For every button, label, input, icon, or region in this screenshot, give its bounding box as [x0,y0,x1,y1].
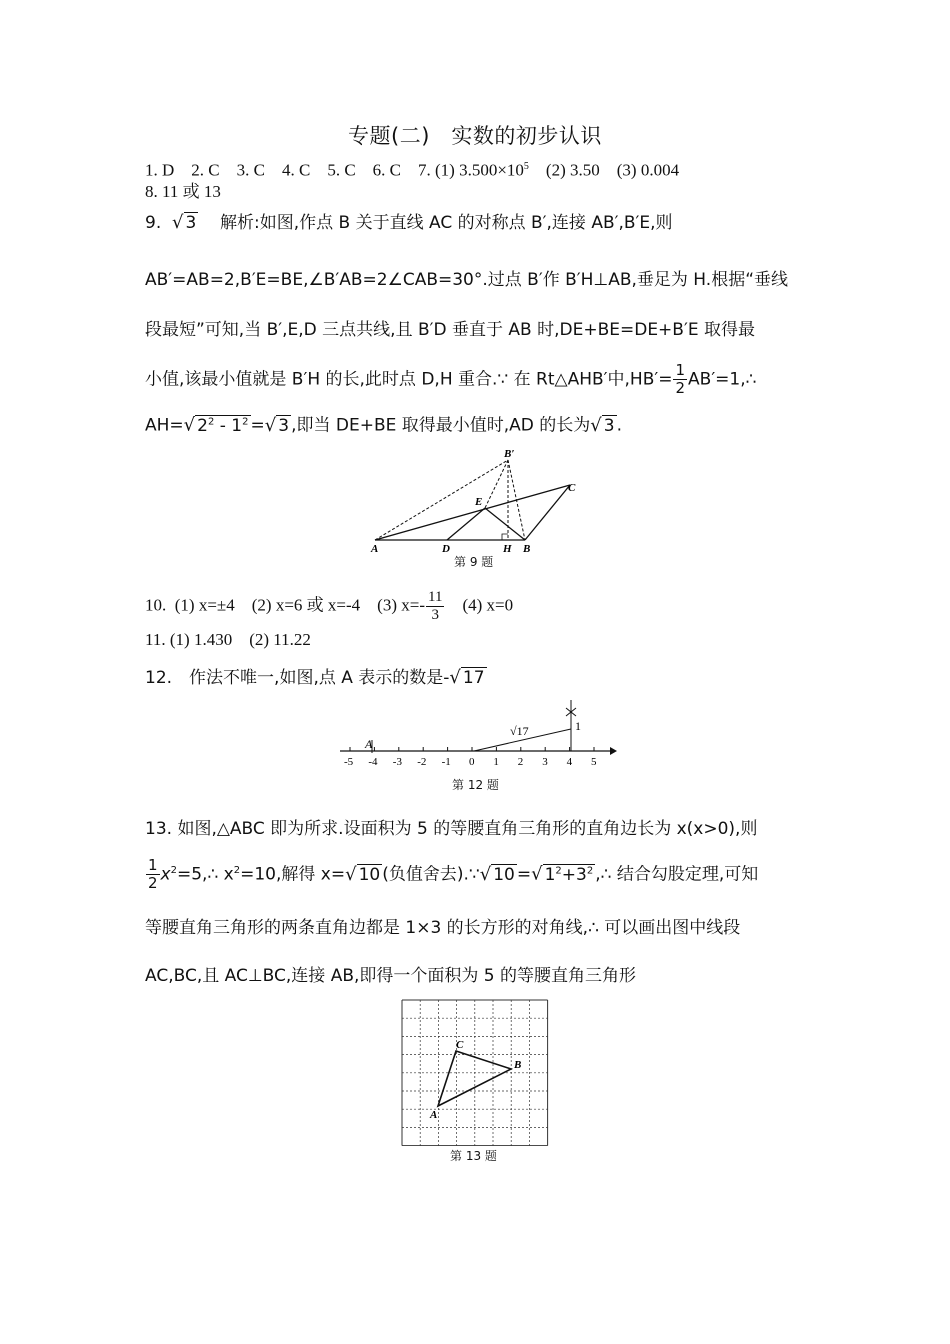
q10-part-4: (4) x=0 [462,595,514,615]
q13-text-b: =5,∴ x [176,864,234,885]
q9-solution-text-1: 解析:如图,作点 B 关于直线 AC 的对称点 B′,连接 AB′,B′E,则 [219,213,673,233]
figure-9-caption: 第 9 题 [454,555,494,569]
fig9-label-B: B [523,543,531,555]
fraction-half-q13: $\frac{1}{2}$ [148,856,158,892]
tick-label: 0 [469,756,475,768]
q13-text-f: ,∴ 结合勾股定理,可知 [595,864,759,885]
q10-part-2: (2) x=6 或 x=-4 [251,595,361,615]
fig9-segment-DE [447,508,485,540]
q13-line-2 [145,857,758,892]
sqrt-3: √ 3 [264,414,290,436]
fig9-right-angle-mark [502,534,508,540]
fig9-label-A: A [371,543,379,555]
q13-line-3: 等腰直角三角形的两条直角边都是 1×3 的长方形的对角线,∴ 可以画出图中线段 [145,918,741,938]
answer-7c: (3) 0.004 [616,160,680,180]
q12-line [145,666,487,690]
answer-2: 2. C [191,160,220,180]
q9-line-3: 段最短”可知,当 B′,E,D 三点共线,且 B′D 垂直于 AB 时,DE+BE=DE+B′E 取得最 [145,320,755,340]
tick-label: 2 [517,756,524,768]
tick-label: -2 [417,756,427,768]
q13-line-1: 13. 如图,△ABC 即为所求.设面积为 5 的等腰直角三角形的直角边长为 x(x>0),则 [145,819,758,839]
var-x: x [160,864,171,885]
q13-text-c: =10,解得 x= [240,864,346,885]
fig9-label-E: E [475,496,483,508]
equals: = [516,864,532,885]
answer-4: 4. C [281,160,311,180]
answer-5: 5. C [327,160,356,180]
figure-12-number-line [335,695,620,775]
tick-label: 1 [493,756,499,768]
q9-line-5-a: AH= [145,415,184,436]
answer-3: 3. C [236,160,265,180]
q10-part-3: (3) x=- [377,595,425,615]
figure-12-caption: 第 12 题 [452,778,499,792]
exp-2: 2 [233,864,241,876]
answer-7b: (2) 3.50 [545,160,600,180]
label-one: 1 [575,719,581,733]
q9-line-1 [145,211,673,235]
sqrt-1-3: √ $1^2+3^2$ [531,863,594,885]
tick-label: -5 [344,756,354,768]
exp: 2 [170,864,177,876]
sqrt-10-b: √ 10 [479,863,515,885]
tick-label: 4 [566,756,573,768]
q12-text: 12. 作法不唯一,如图,点 A 表示的数是- [145,668,450,688]
fraction-11-3: $\frac{11}{3}$ [428,589,443,623]
tick-label: -3 [392,756,402,768]
tick-label: 5 [591,756,597,768]
q9-equals: = [250,415,265,436]
answer-7a-exponent: 5 [523,161,529,172]
q9-line-2: AB′=AB=2,B′E=BE,∠B′AB=2∠CAB=30°.过点 B′作 B′H⊥AB,垂足为 H.根据“垂线 [145,270,789,290]
fig9-segment-EB [485,508,525,540]
q9-number: 9. [145,213,162,233]
q10-number: 10. [145,595,167,615]
period: . [616,415,622,436]
fig9-segment-AC [375,485,570,540]
answer-7a: 7. (1) 3.500×10 [418,160,524,180]
fig9-label-H: H [503,543,512,555]
q10-line [145,589,513,624]
fig9-label-Bprime: B′ [504,448,515,460]
sqrt-expression: √ $2^2 - 1^2$ [183,414,249,436]
answers-1-7 [145,155,679,183]
answer-6: 6. C [372,160,401,180]
fig9-segment-ABp [375,460,508,540]
fraction-half: $\frac{1}{2}$ [675,361,686,397]
fig13-label-C: C [456,1039,464,1051]
fig9-label-C: C [568,482,576,494]
q9-line-5 [145,410,622,438]
sqrt-17: √ 17 [449,667,485,688]
figure-13-caption: 第 13 题 [450,1149,497,1163]
answer-8: 8. 11 或 13 [145,182,221,201]
answer-1: 1. D [145,160,175,180]
label-sqrt17: √17 [510,724,529,738]
axis-arrow-icon [610,747,617,755]
q9-line-5-c: ,即当 DE+BE 取得最小值时,AD 的长为 [291,415,591,436]
q13-line-4: AC,BC,且 AC⊥BC,连接 AB,即得一个面积为 5 的等腰直角三角形 [145,966,637,986]
figure-13-grid [400,998,550,1146]
tick-label: -1 [441,756,451,768]
tick-label: -4 [368,756,378,768]
fig13-label-A: A [430,1109,438,1121]
page-title: 专题(二) 实数的初步认识 [348,124,602,148]
sqrt-3-final: √ 3 [590,414,615,436]
q9-line-4 [145,362,756,397]
fig9-segment-BC [525,485,570,540]
label-A: A [365,737,373,751]
q13-text-d: (负值舍去).∵ [382,864,480,885]
figure-9 [365,445,585,560]
q10-part-1: (1) x=±4 [174,595,235,615]
q9-line-4-b: AB′=1,∴ [688,369,757,390]
fig9-label-D: D [442,543,450,555]
q9-answer-sqrt: √ 3 [172,212,197,233]
q11-line: 11. (1) 1.430 (2) 11.22 [145,630,311,649]
fig13-label-B: B [514,1059,522,1071]
tick-label: 3 [542,756,548,768]
q9-line-4-a: 小值,该最小值就是 B′H 的长,此时点 D,H 重合.∵ 在 Rt△AHB′中,HB′= [145,369,673,390]
sqrt-10: √ 10 [345,863,381,885]
